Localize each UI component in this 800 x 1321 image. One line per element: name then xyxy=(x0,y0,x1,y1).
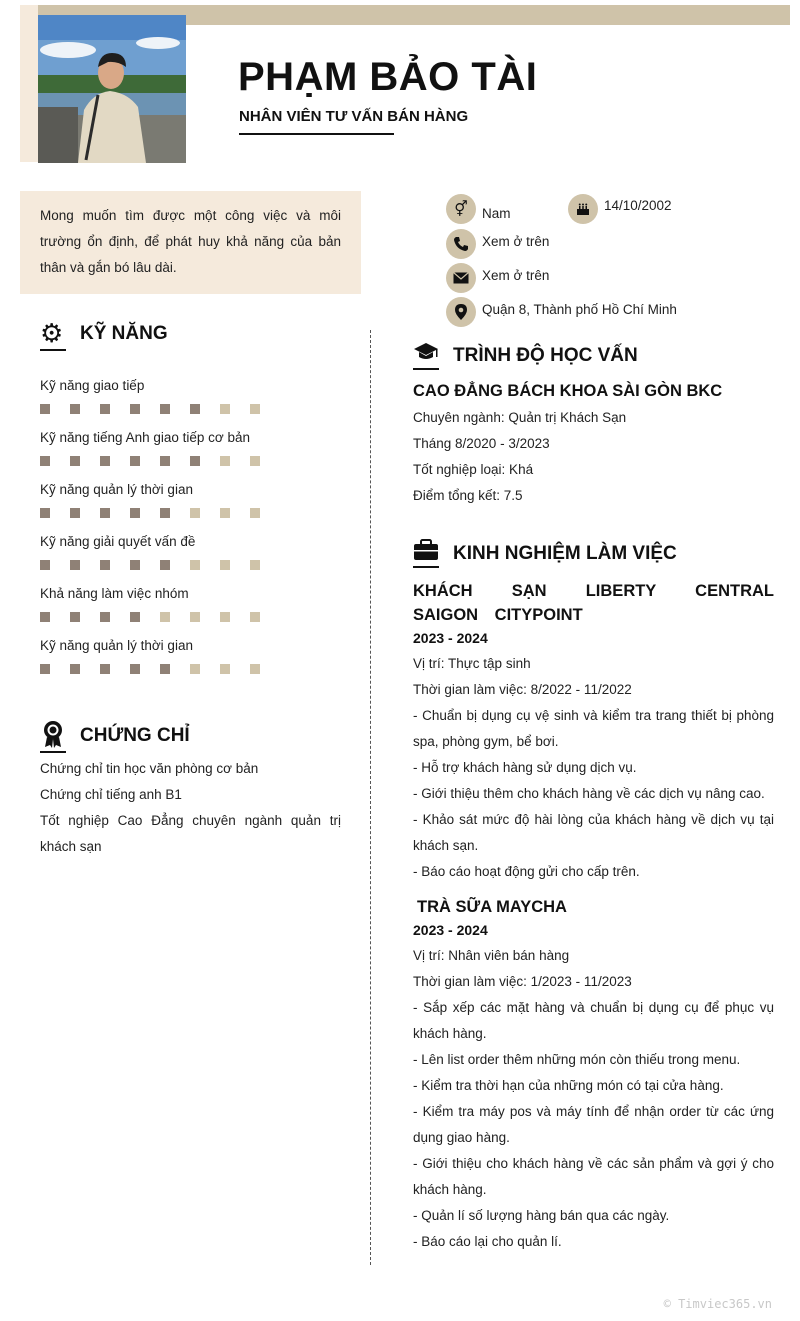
skill-dot-filled xyxy=(70,508,80,518)
job-title: NHÂN VIÊN TƯ VẤN BÁN HÀNG xyxy=(239,108,469,125)
education-line: Tốt nghiệp loại: Khá xyxy=(413,462,534,477)
section-icon-underline xyxy=(40,751,66,753)
skill-name: Khả năng làm việc nhóm xyxy=(40,586,189,601)
skill-dot-filled xyxy=(70,404,80,414)
job-detail: - Hỗ trợ khách hàng sử dụng dịch vụ. xyxy=(413,760,637,775)
candidate-name: PHẠM BẢO TÀI xyxy=(238,55,538,99)
skill-dot-filled xyxy=(190,404,200,414)
skill-dot-filled xyxy=(160,508,170,518)
skill-dot-filled xyxy=(160,664,170,674)
skill-level-dots xyxy=(40,664,260,674)
job-detail: - Khảo sát mức độ hài lòng của khách hàng về dịch vụ tại khách sạn. xyxy=(413,812,774,853)
skill-dot-filled xyxy=(100,404,110,414)
title-underline xyxy=(239,133,394,135)
birthday-value: 14/10/2002 xyxy=(604,198,672,213)
phone-icon xyxy=(446,229,476,259)
skill-name: Kỹ năng tiếng Anh giao tiếp cơ bản xyxy=(40,430,251,445)
company-name: TRÀ SỮA MAYCHA xyxy=(417,898,567,916)
skill-dot-empty xyxy=(250,508,260,518)
objective-text: Mong muốn tìm được một công việc và môi trường ổn định, để phát huy khả năng của bản thân và gắn bó lâu dài. xyxy=(40,208,341,275)
skill-dot-empty xyxy=(190,508,200,518)
skill-dot-filled xyxy=(70,664,80,674)
job-detail: - Lên list order thêm những món còn thiếu trong menu. xyxy=(413,1052,741,1067)
skills-heading: KỸ NĂNG xyxy=(80,323,168,344)
skill-dot-filled xyxy=(100,612,110,622)
skill-dot-filled xyxy=(130,456,140,466)
job-period: 2023 - 2024 xyxy=(413,630,488,646)
skill-dot-empty xyxy=(190,612,200,622)
skill-level-dots xyxy=(40,404,260,414)
skill-dot-filled xyxy=(40,404,50,414)
skill-dot-filled xyxy=(70,456,80,466)
address-value: Quận 8, Thành phố Hồ Chí Minh xyxy=(482,302,677,317)
photo-frame xyxy=(20,5,38,162)
skill-dot-filled xyxy=(40,664,50,674)
skill-dot-empty xyxy=(190,664,200,674)
skill-dot-filled xyxy=(40,456,50,466)
skill-dot-empty xyxy=(220,612,230,622)
section-icon-underline xyxy=(413,368,439,370)
skill-dot-filled xyxy=(130,508,140,518)
skill-dot-empty xyxy=(250,404,260,414)
skill-dot-empty xyxy=(250,560,260,570)
skill-dot-filled xyxy=(160,456,170,466)
gender-value: Nam xyxy=(482,206,511,221)
skill-name: Kỹ năng quản lý thời gian xyxy=(40,638,193,653)
school-name: CAO ĐẲNG BÁCH KHOA SÀI GÒN BKC xyxy=(413,382,723,400)
skill-dot-empty xyxy=(220,508,230,518)
skill-name: Kỹ năng giao tiếp xyxy=(40,378,145,393)
skill-dot-filled xyxy=(190,456,200,466)
column-divider xyxy=(370,330,371,1265)
job-detail: - Giới thiệu cho khách hàng về các sản phẩm và gợi ý cho khách hàng. xyxy=(413,1156,774,1197)
education-heading: TRÌNH ĐỘ HỌC VẤN xyxy=(453,345,638,366)
skill-dot-empty xyxy=(220,560,230,570)
job-detail: - Kiểm tra thời hạn của những món có tại cửa hàng. xyxy=(413,1078,724,1093)
skill-dot-empty xyxy=(250,456,260,466)
avatar xyxy=(38,15,186,163)
company-name: KHÁCH SẠN LIBERTY CENTRAL SAIGON CITYPOINT xyxy=(413,582,774,624)
skill-dot-empty xyxy=(190,560,200,570)
job-detail: - Báo cáo lại cho quản lí. xyxy=(413,1234,562,1249)
job-detail: Vị trí: Thực tập sinh xyxy=(413,656,531,671)
briefcase-icon xyxy=(413,538,439,569)
phone-value: Xem ở trên xyxy=(482,234,550,249)
skill-level-dots xyxy=(40,612,260,622)
section-icon-underline xyxy=(413,566,439,568)
gear-icon: ⚙ xyxy=(40,318,64,348)
gender-icon: ⚥ xyxy=(446,194,476,224)
education-line: Chuyên ngành: Quản trị Khách Sạn xyxy=(413,410,627,425)
footer-watermark: © Timviec365.vn xyxy=(663,1297,772,1311)
skill-dot-empty xyxy=(220,456,230,466)
certificate-item: Chứng chỉ tin học văn phòng cơ bản xyxy=(40,761,259,776)
skill-level-dots xyxy=(40,560,260,570)
skill-name: Kỹ năng giải quyết vấn đề xyxy=(40,534,196,549)
job-detail: - Chuẩn bị dụng cụ vệ sinh và kiểm tra trang thiết bị phòng spa, phòng gym, bể bơi. xyxy=(413,708,774,749)
email-icon xyxy=(446,263,476,293)
job-period: 2023 - 2024 xyxy=(413,922,488,938)
skill-dot-filled xyxy=(160,404,170,414)
skill-dot-filled xyxy=(40,612,50,622)
skill-dot-filled xyxy=(130,404,140,414)
job-detail: - Báo cáo hoạt động gửi cho cấp trên. xyxy=(413,864,640,879)
certificates-heading: CHỨNG CHỈ xyxy=(80,725,190,746)
skill-dot-filled xyxy=(160,560,170,570)
skill-dot-filled xyxy=(40,508,50,518)
section-icon-underline xyxy=(40,349,66,351)
skill-name: Kỹ năng quản lý thời gian xyxy=(40,482,193,497)
skill-dot-empty xyxy=(250,664,260,674)
skill-dot-filled xyxy=(100,664,110,674)
job-detail: - Quản lí số lượng hàng bán qua các ngày. xyxy=(413,1208,670,1223)
job-detail: Vị trí: Nhân viên bán hàng xyxy=(413,948,570,963)
job-detail: Thời gian làm việc: 1/2023 - 11/2023 xyxy=(413,974,632,989)
skill-dot-empty xyxy=(160,612,170,622)
skill-dot-filled xyxy=(100,508,110,518)
skill-dot-filled xyxy=(130,612,140,622)
skill-dot-empty xyxy=(220,664,230,674)
job-detail: - Sắp xếp các mặt hàng và chuẩn bị dụng cụ để phục vụ khách hàng. xyxy=(413,1000,774,1041)
email-value: Xem ở trên xyxy=(482,268,550,283)
skill-dot-filled xyxy=(130,664,140,674)
job-detail: - Kiểm tra máy pos và máy tính để nhận order từ các ứng dụng giao hàng. xyxy=(413,1104,774,1145)
skill-dot-filled xyxy=(100,456,110,466)
cake-icon xyxy=(568,194,598,224)
skill-dot-filled xyxy=(100,560,110,570)
skill-dot-empty xyxy=(220,404,230,414)
experience-heading: KINH NGHIỆM LÀM VIỆC xyxy=(453,543,677,564)
education-line: Điểm tổng kết: 7.5 xyxy=(413,488,523,503)
skill-dot-filled xyxy=(70,560,80,570)
location-icon xyxy=(446,297,476,327)
skill-dot-filled xyxy=(130,560,140,570)
skill-dot-filled xyxy=(40,560,50,570)
skill-dot-empty xyxy=(250,612,260,622)
education-line: Tháng 8/2020 - 3/2023 xyxy=(413,436,550,451)
graduation-cap-icon xyxy=(413,339,439,370)
skill-level-dots xyxy=(40,456,260,466)
objective-box xyxy=(20,191,361,294)
job-detail: - Giới thiệu thêm cho khách hàng về các dịch vụ nâng cao. xyxy=(413,786,765,801)
skill-level-dots xyxy=(40,508,260,518)
certificate-item: Chứng chỉ tiếng anh B1 xyxy=(40,787,182,802)
skill-dot-filled xyxy=(70,612,80,622)
certificate-item: Tốt nghiệp Cao Đẳng chuyên ngành quản trị khách sạn xyxy=(40,813,341,854)
job-detail: Thời gian làm việc: 8/2022 - 11/2022 xyxy=(413,682,632,697)
